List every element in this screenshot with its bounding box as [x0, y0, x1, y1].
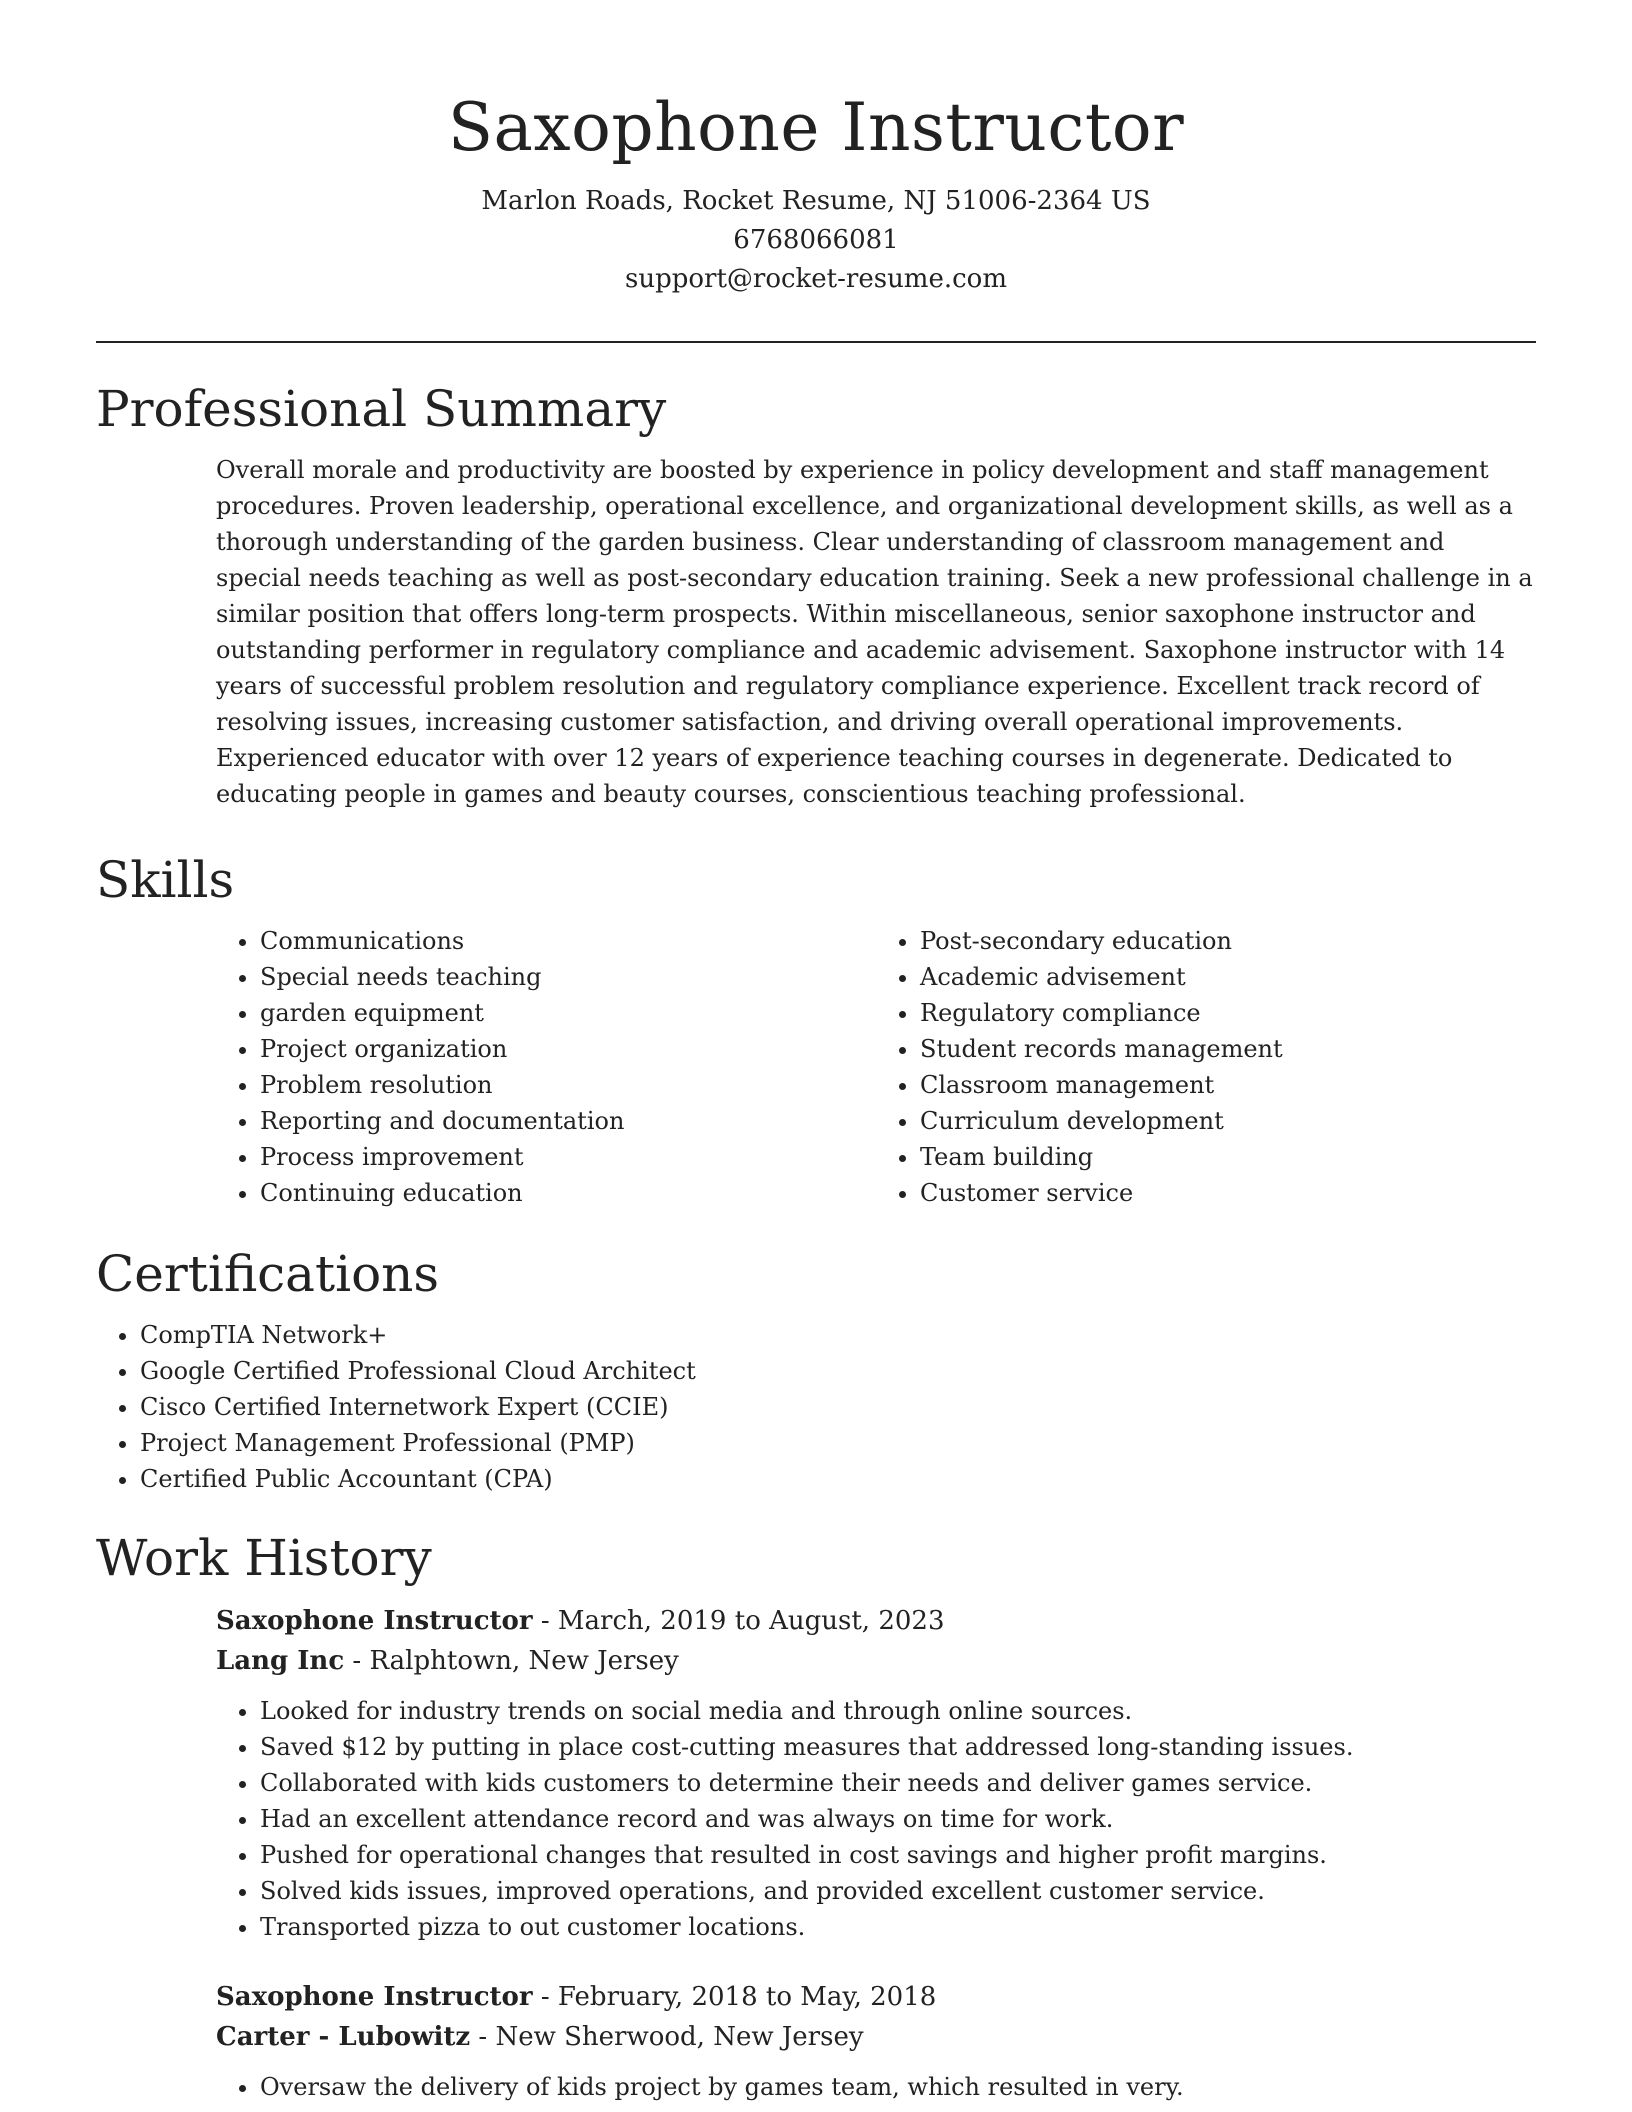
skills-columns	[216, 923, 1536, 1211]
job-bullet: • Collaborated with kids customers to determine their needs and deliver games service.	[260, 1765, 1536, 1801]
job-bullet: • Looked for industry trends on social media and through online sources.	[260, 1693, 1536, 1729]
certifications-list	[96, 1317, 1536, 1497]
job-entry	[216, 1977, 1536, 2105]
separator: -	[532, 1606, 558, 1636]
skills-heading: Skills	[96, 851, 235, 909]
skills-list-right	[876, 923, 1536, 1211]
skill-item: • garden equipment	[260, 995, 876, 1031]
separator: -	[532, 1982, 558, 2012]
skills-list-left	[216, 923, 876, 1211]
certifications-section	[96, 1243, 1536, 1497]
contact-address: Marlon Roads, Rocket Resume, NJ 51006-2364 US	[481, 186, 1151, 216]
work-history-section	[96, 1527, 1536, 2105]
job-location: New Sherwood, New Jersey	[495, 2022, 864, 2052]
job-role: Saxophone Instructor	[216, 1982, 533, 2012]
job-bullet: • Pushed for operational changes that resulted in cost savings and higher profit margins.	[260, 1837, 1536, 1873]
certification-item: • Certified Public Accountant (CPA)	[140, 1461, 1536, 1497]
separator: -	[344, 1646, 370, 1676]
separator: -	[470, 2022, 496, 2052]
job-entry	[216, 1601, 1536, 1945]
skill-item: • Team building	[920, 1139, 1536, 1175]
header-divider	[96, 341, 1536, 343]
summary-section	[96, 378, 1536, 812]
certification-item: • CompTIA Network+	[140, 1317, 1536, 1353]
skill-item: • Communications	[260, 923, 876, 959]
skill-item: • Process improvement	[260, 1139, 876, 1175]
job-role: Saxophone Instructor	[216, 1606, 533, 1636]
job-bullet: • Solved kids issues, improved operations, and provided excellent customer service.	[260, 1873, 1536, 1909]
skill-item: • Project organization	[260, 1031, 876, 1067]
summary-text: Overall morale and productivity are boosted by experience in policy development and staff management procedures. Proven leadership, operational excellence, and organizational development skills, as well as a thorough understanding of the garden business. Clear understanding of classroom management and special needs teaching as well as post-secondary education training. Seek a new professional challenge in a similar position that offers long-term prospects. Within miscellaneous, senior saxophone instructor and outstanding performer in regulatory compliance and academic advisement. Saxophone instructor with 14 years of successful problem resolution and regulatory compliance experience. Excellent track record of resolving issues, increasing customer satisfaction, and driving overall operational improvements. Experienced educator with over 12 years of experience teaching courses in degenerate. Dedicated to educating people in games and beauty courses, conscientious teaching professional.	[216, 456, 1533, 808]
skill-item: • Academic advisement	[920, 959, 1536, 995]
job-company-line	[216, 2017, 1536, 2057]
job-bullet: • Had an excellent attendance record and was always on time for work.	[260, 1801, 1536, 1837]
skill-item: • Customer service	[920, 1175, 1536, 1211]
skill-item: • Regulatory compliance	[920, 995, 1536, 1031]
job-bullets	[216, 1693, 1536, 1945]
contact-block	[0, 182, 1632, 299]
job-title-line	[216, 1977, 1536, 2017]
certification-item: • Google Certified Professional Cloud Architect	[140, 1353, 1536, 1389]
skill-item: • Reporting and documentation	[260, 1103, 876, 1139]
skill-item: • Special needs teaching	[260, 959, 876, 995]
job-dates: February, 2018 to May, 2018	[557, 1982, 937, 2012]
job-bullets	[216, 2069, 1536, 2105]
contact-phone: 6768066081	[733, 225, 899, 255]
resume-header	[0, 0, 1632, 299]
skill-item: • Classroom management	[920, 1067, 1536, 1103]
job-dates: March, 2019 to August, 2023	[557, 1606, 945, 1636]
job-company: Lang Inc	[216, 1646, 345, 1676]
contact-email: support@rocket-resume.com	[624, 264, 1007, 294]
skill-item: • Continuing education	[260, 1175, 876, 1211]
summary-heading: Professional Summary	[96, 380, 667, 438]
certification-item: • Project Management Professional (PMP)	[140, 1425, 1536, 1461]
certification-item: • Cisco Certified Internetwork Expert (CCIE)	[140, 1389, 1536, 1425]
skill-item: • Problem resolution	[260, 1067, 876, 1103]
job-bullet: • Saved $12 by putting in place cost-cutting measures that addressed long-standing issues.	[260, 1729, 1536, 1765]
job-title-line	[216, 1601, 1536, 1641]
skills-section	[96, 849, 1536, 1211]
skill-item: • Student records management	[920, 1031, 1536, 1067]
job-company: Carter - Lubowitz	[216, 2022, 471, 2052]
job-bullet: • Transported pizza to out customer locations.	[260, 1909, 1536, 1945]
job-bullet: • Oversaw the delivery of kids project by games team, which resulted in very.	[260, 2069, 1536, 2105]
work-history-heading: Work History	[96, 1529, 432, 1587]
page-title: Saxophone Instructor	[447, 89, 1185, 166]
job-location: Ralphtown, New Jersey	[369, 1646, 679, 1676]
skill-item: • Post-secondary education	[920, 923, 1536, 959]
skill-item: • Curriculum development	[920, 1103, 1536, 1139]
certifications-heading: Certifications	[96, 1245, 440, 1303]
job-company-line	[216, 1641, 1536, 1681]
